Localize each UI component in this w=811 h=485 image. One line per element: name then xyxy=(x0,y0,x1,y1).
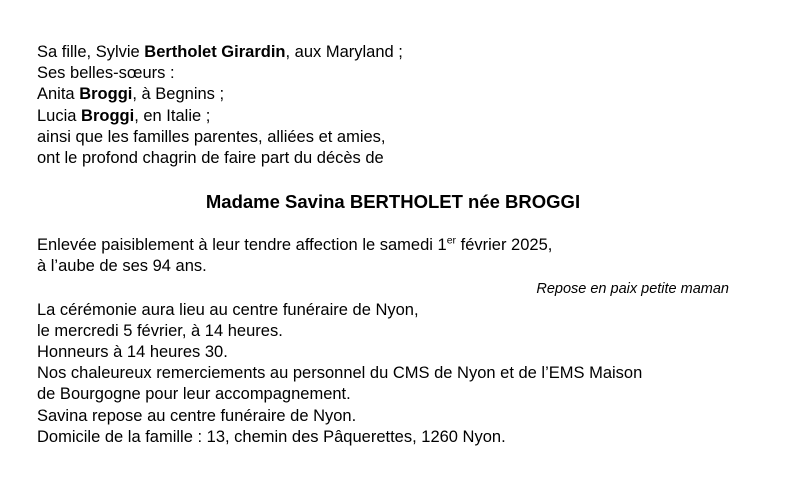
daughter-line: Sa fille, Sylvie Bertholet Girardin, aux Maryland ; xyxy=(37,43,403,61)
announcement-line: ont le profond chagrin de faire part du décès de xyxy=(37,149,384,168)
deceased-name-heading: Madame Savina BERTHOLET née BROGGI xyxy=(205,191,581,213)
lucia-surname: Broggi xyxy=(81,106,135,125)
sisters-in-law-intro: Ses belles-sœurs : xyxy=(37,64,175,83)
farewell-quote: Repose en paix petite maman xyxy=(536,280,729,297)
ceremony-date-line: le mercredi 5 février, à 14 heures. xyxy=(37,321,283,340)
lucia-line: Lucia Broggi, en Italie ; xyxy=(37,106,211,125)
anita-line: Anita Broggi, à Begnins ; xyxy=(37,85,225,104)
relatives-line: ainsi que les familles parentes, alliées et amies, xyxy=(37,127,386,146)
thanks-line-2: de Bourgogne pour leur accompagnement. xyxy=(37,385,351,404)
rest-place-line: Savina repose au centre funéraire de Nyon. xyxy=(37,406,357,425)
anita-surname: Broggi xyxy=(79,85,133,104)
honors-line: Honneurs à 14 heures 30. xyxy=(37,343,228,362)
thanks-line-1: Nos chaleureux remerciements au personnel du CMS de Nyon et de l’EMS Maison xyxy=(37,364,643,383)
family-address-line: Domicile de la famille : 13, chemin des Pâquerettes, 1260 Nyon. xyxy=(37,427,506,446)
death-date-line: Enlevée paisiblement à leur tendre affection le samedi 1er février 2025, xyxy=(37,234,553,255)
ordinal-superscript: er xyxy=(446,234,457,247)
age-line: à l’aube de ses 94 ans. xyxy=(37,257,207,276)
daughter-name: Bertholet Girardin xyxy=(144,43,286,61)
obituary-notice xyxy=(37,42,777,448)
ceremony-location-line: La cérémonie aura lieu au centre funéraire de Nyon, xyxy=(37,300,419,319)
